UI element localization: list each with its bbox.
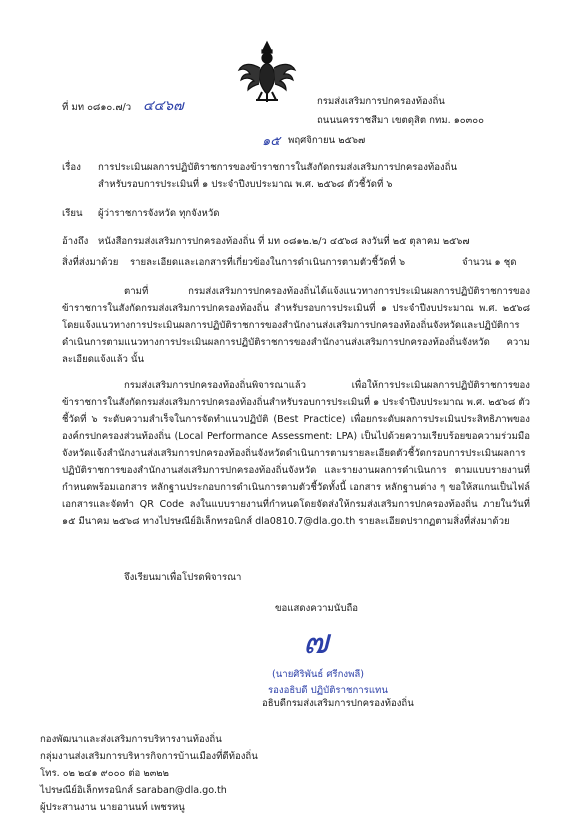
- signature: ๗: [303, 622, 329, 662]
- handwritten-date-day: ๑๕: [262, 134, 281, 149]
- enclosure-quantity: จำนวน ๑ ชุด: [462, 257, 517, 268]
- body-paragraph-1-text: ตามที่ กรมส่งเสริมการปกครองท้องถิ่นได้แจ้งแนวทางการประเมินผลการปฏิบัติราชการของข้าราชการในสังกัดกรมส่งเสริมการปกครองท้องถิ่น สำหรับรอบการประเมินที่ ๑ ประจำปีงบประมาณ พ.ศ. ๒๕๖๘ โดยแจ้งแนวทางการประเมินผลการปฏิบัติราชการของสำนักงานส่งเสริมการปกครองท้องถิ่นจังหวัดและปฏิบัติการดำเนินการตามแนวทางการประเมินผลการปฏิบัติราชการของสำนักงานส่งเสริมการปกครองท้องถิ่นจังหวัด ความละเอียดแจ้งแล้ว นั้น: [62, 286, 530, 365]
- footer-group: กลุ่มงานส่งเสริมการบริหารกิจการบ้านเมืองที่ดีท้องถิ่น: [40, 751, 258, 762]
- handwritten-document-number: ๔๔๖๗: [143, 98, 184, 114]
- subject-line-1: การประเมินผลการปฏิบัติราชการของข้าราชการในสังกัดกรมส่งเสริมการปกครองท้องถิ่น: [98, 162, 458, 173]
- footer-division: กองพัฒนาและส่งเสริมการบริหารงานท้องถิ่น: [40, 734, 222, 745]
- enclosure-label: สิ่งที่ส่งมาด้วย: [62, 257, 119, 268]
- body-paragraph-2: [62, 377, 530, 530]
- reference-number: ที่ มท ๐๘๑๐.๗/ว: [62, 102, 132, 113]
- footer-email: ไปรษณีย์อิเล็กทรอนิกส์ saraban@dla.go.th: [40, 785, 227, 796]
- footer-coordinator: ผู้ประสานงาน นายอานนท์ เพชรหนู: [40, 802, 185, 813]
- body-paragraph-3: จึงเรียนมาเพื่อโปรดพิจารณา: [124, 572, 242, 583]
- garuda-emblem-icon: [236, 38, 298, 104]
- reference-label: อ้างถึง: [62, 236, 89, 247]
- to-label: เรียน: [62, 208, 83, 219]
- footer-phone: โทร. ๐๒ ๒๔๑ ๙๐๐๐ ต่อ ๒๓๒๒: [40, 768, 169, 779]
- organization-address: ถนนนครราชสีมา เขตดุสิต กทม. ๑๐๓๐๐: [317, 115, 484, 126]
- organization-name: กรมส่งเสริมการปกครองท้องถิ่น: [317, 96, 445, 107]
- body-paragraph-1: [62, 283, 530, 368]
- subject-line-2: สำหรับรอบการประเมินที่ ๑ ประจำปีงบประมาณ พ.ศ. ๒๕๖๘ ตัวชี้วัดที่ ๖: [98, 179, 393, 190]
- closing-salutation: ขอแสดงความนับถือ: [275, 603, 359, 614]
- body-paragraph-2-text: กรมส่งเสริมการปกครองท้องถิ่นพิจารณาแล้ว เพื่อให้การประเมินผลการปฏิบัติราชการของข้าราชการในสังกัดกรมส่งเสริมการปกครองท้องถิ่นสำหรับรอบการประเมินที่ ๑ ประจำปีงบประมาณ พ.ศ. ๒๕๖๘ ตัวชี้วัดที่ ๖ ระดับความสำเร็จในการจัดทำแนวปฏิบัติ (Best Practice) เพื่อยกระดับผลการประเมินประสิทธิภาพขององค์กรปกครองส่วนท้องถิ่น (Local Performance Assessment: LPA) เป็นไปด้วยความเรียบร้อยขอความร่วมมือจังหวัดแจ้งสำนักงานส่งเสริมการปกครองท้องถิ่นจังหวัดดำเนินการตามรายละเอียดตัวชี้วัดกรอบการประเมินผลการปฏิบัติราชการของสำนักงานส่งเสริมการปกครองท้องถิ่นจังหวัด และรายงานผลการดำเนินการ ตามแบบรายงานที่กำหนดพร้อมเอกสาร หลักฐานประกอบการดำเนินการตามตัวชี้วัดทั้งนี้ เอกสาร หลักฐานต่าง ๆ ขอให้สแกนเป็นไฟล์เอกสารและจัดทำ QR Code ลงในแบบรายงานที่กำหนดโดยจัดส่งให้กรมส่งเสริมการปกครองท้องถิ่น ภายในวันที่ ๑๕ มีนาคม ๒๕๖๘ ทางไปรษณีย์อิเล็กทรอนิกส์ dla0810.7@dla.go.th รายละเอียดปรากฏตามสิ่งที่ส่งมาด้วย: [62, 380, 530, 527]
- to-value: ผู้ว่าราชการจังหวัด ทุกจังหวัด: [98, 208, 220, 219]
- subject-label: เรื่อง: [62, 162, 81, 173]
- reference-value: หนังสือกรมส่งเสริมการปกครองท้องถิ่น ที่ มท ๐๘๑๒.๒/ว ๔๕๖๘ ลงวันที่ ๒๕ ตุลาคม ๒๕๖๗: [98, 236, 470, 247]
- signer-name: (นายศิริพันธ์ ศรีกงพลี): [272, 669, 365, 680]
- document-date: พฤศจิกายน ๒๕๖๗: [288, 135, 366, 146]
- signer-title-1: รองอธิบดี ปฏิบัติราชการแทน: [268, 685, 388, 696]
- signer-title-2: อธิบดีกรมส่งเสริมการปกครองท้องถิ่น: [262, 698, 414, 709]
- enclosure-value: รายละเอียดและเอกสารที่เกี่ยวข้องในการดำเนินการตามตัวชี้วัดที่ ๖: [130, 257, 406, 268]
